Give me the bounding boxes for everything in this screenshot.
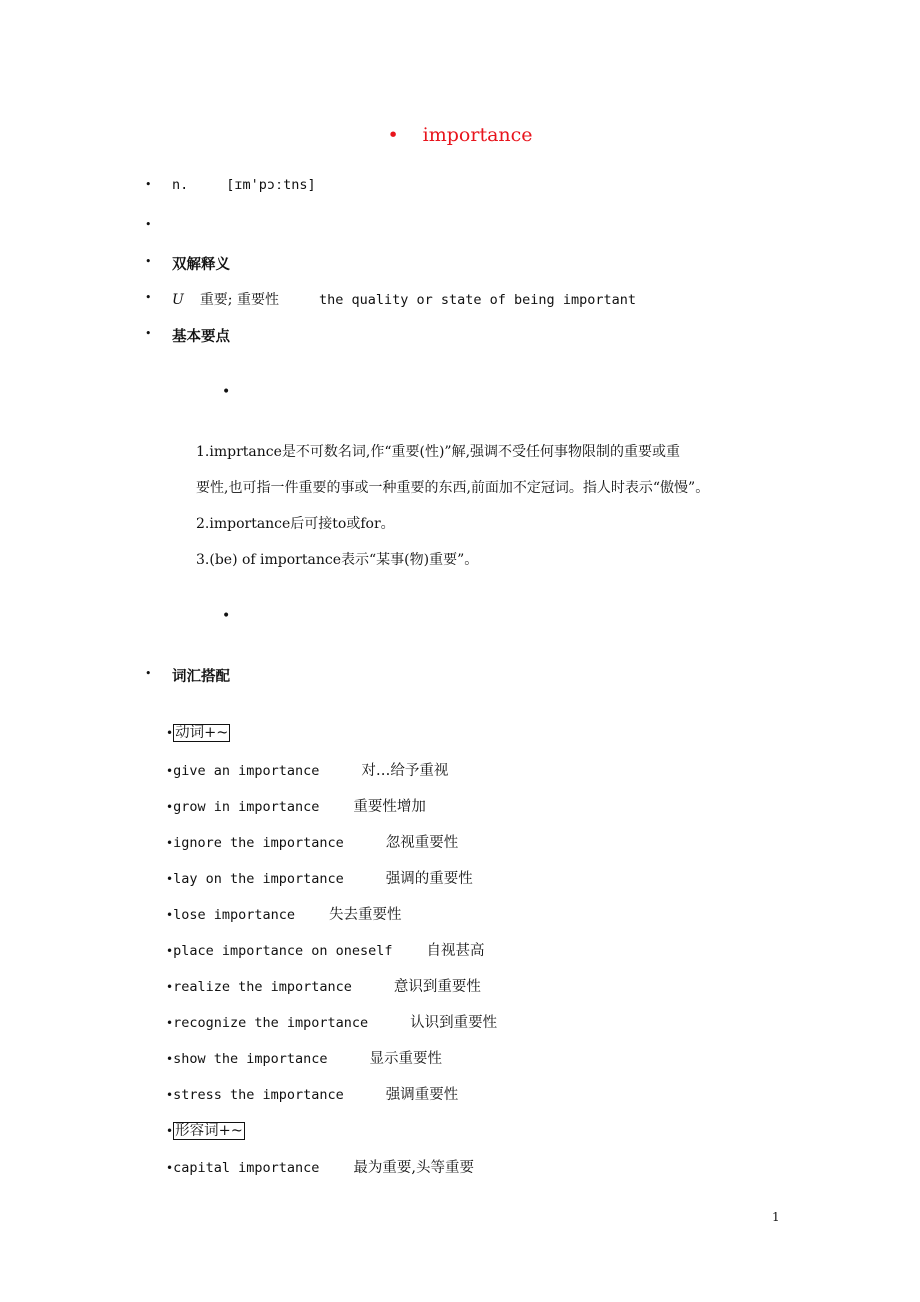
collocation-en: show the importance bbox=[173, 1051, 328, 1067]
sub-bullet-2: • bbox=[222, 608, 231, 624]
definition-en: the quality or state of being important bbox=[318, 292, 636, 308]
group-adj-label: 形容词+~ bbox=[175, 1123, 243, 1139]
sub-bullet-1: • bbox=[222, 384, 231, 400]
pos-line bbox=[172, 177, 316, 193]
collocation-en: grow in importance bbox=[173, 799, 320, 815]
point-3: 3.(be) of importance表示“某事(物)重要”。 bbox=[196, 552, 479, 568]
collocation-zh: 强调的重要性 bbox=[385, 871, 473, 887]
phonetic: [ɪm'pɔːtns] bbox=[226, 177, 316, 193]
collocation-zh: 自视甚高 bbox=[426, 943, 485, 959]
point-1-line-2: 要性,也可指一件重要的事或一种重要的东西,前面加不定冠词。指人时表示“傲慢”。 bbox=[196, 480, 710, 496]
part-of-speech: n. bbox=[172, 177, 189, 193]
headword: importance bbox=[422, 124, 533, 146]
section-dual-heading: 双解释义 bbox=[172, 257, 230, 273]
collocation-en: lay on the importance bbox=[173, 871, 344, 887]
title-bullet: • bbox=[387, 124, 399, 146]
definition-line bbox=[172, 289, 636, 309]
bullet-points: • bbox=[145, 327, 152, 340]
collocation-item: •place importance on oneself 自视甚高 bbox=[166, 943, 485, 959]
point-1-line-1: 1.imprtance是不可数名词,作“重要(性)”解,强调不受任何事物限制的重要或重 bbox=[196, 444, 681, 460]
collocation-item: •grow in importance 重要性增加 bbox=[166, 799, 426, 815]
collocation-item: •capital importance 最为重要,头等重要 bbox=[166, 1160, 474, 1176]
collocation-item: •recognize the importance 认识到重要性 bbox=[166, 1015, 498, 1031]
collocation-zh: 显示重要性 bbox=[369, 1051, 443, 1067]
point-2: 2.importance后可接to或for。 bbox=[196, 516, 395, 532]
collocation-en: lose importance bbox=[173, 907, 295, 923]
collocation-item: •give an importance 对…给予重视 bbox=[166, 763, 449, 779]
collocation-zh: 强调重要性 bbox=[385, 1087, 459, 1103]
page-number: 1 bbox=[772, 1210, 780, 1224]
collocation-en: place importance on oneself bbox=[173, 943, 393, 959]
collocation-zh: 意识到重要性 bbox=[393, 979, 481, 995]
collocation-item: •show the importance 显示重要性 bbox=[166, 1051, 443, 1067]
group-adj: • 形容词+~ bbox=[166, 1123, 243, 1139]
collocation-en: recognize the importance bbox=[173, 1015, 369, 1031]
uncountable-mark: U bbox=[172, 292, 184, 308]
collocation-zh: 失去重要性 bbox=[329, 907, 402, 923]
bullet-dual: • bbox=[145, 255, 152, 268]
collocation-en: ignore the importance bbox=[173, 835, 344, 851]
bullet-collocations: • bbox=[145, 667, 152, 680]
collocation-en: give an importance bbox=[173, 763, 320, 779]
group-verb-label: 动词+~ bbox=[175, 725, 229, 741]
collocation-zh: 忽视重要性 bbox=[385, 835, 459, 851]
definition-zh: 重要; 重要性 bbox=[199, 292, 279, 308]
section-collocations-heading: 词汇搭配 bbox=[172, 669, 230, 685]
entry-title bbox=[0, 124, 920, 146]
group-verb: • 动词+~ bbox=[166, 725, 229, 741]
bullet-empty: • bbox=[145, 218, 152, 231]
collocation-zh: 重要性增加 bbox=[353, 799, 426, 815]
collocation-item: •lose importance 失去重要性 bbox=[166, 907, 402, 923]
collocation-item: •lay on the importance 强调的重要性 bbox=[166, 871, 473, 887]
collocation-item: •ignore the importance 忽视重要性 bbox=[166, 835, 459, 851]
bullet-pos: • bbox=[145, 178, 152, 191]
collocation-zh: 最为重要,头等重要 bbox=[353, 1160, 474, 1176]
collocation-item: •realize the importance 意识到重要性 bbox=[166, 979, 481, 995]
bullet-def: • bbox=[145, 291, 152, 304]
section-points-heading: 基本要点 bbox=[172, 329, 230, 345]
collocation-en: realize the importance bbox=[173, 979, 352, 995]
collocation-en: stress the importance bbox=[173, 1087, 344, 1103]
collocation-item: •stress the importance 强调重要性 bbox=[166, 1087, 459, 1103]
collocation-zh: 认识到重要性 bbox=[410, 1015, 498, 1031]
collocation-zh: 对…给予重视 bbox=[361, 763, 449, 779]
collocation-en: capital importance bbox=[173, 1160, 320, 1176]
